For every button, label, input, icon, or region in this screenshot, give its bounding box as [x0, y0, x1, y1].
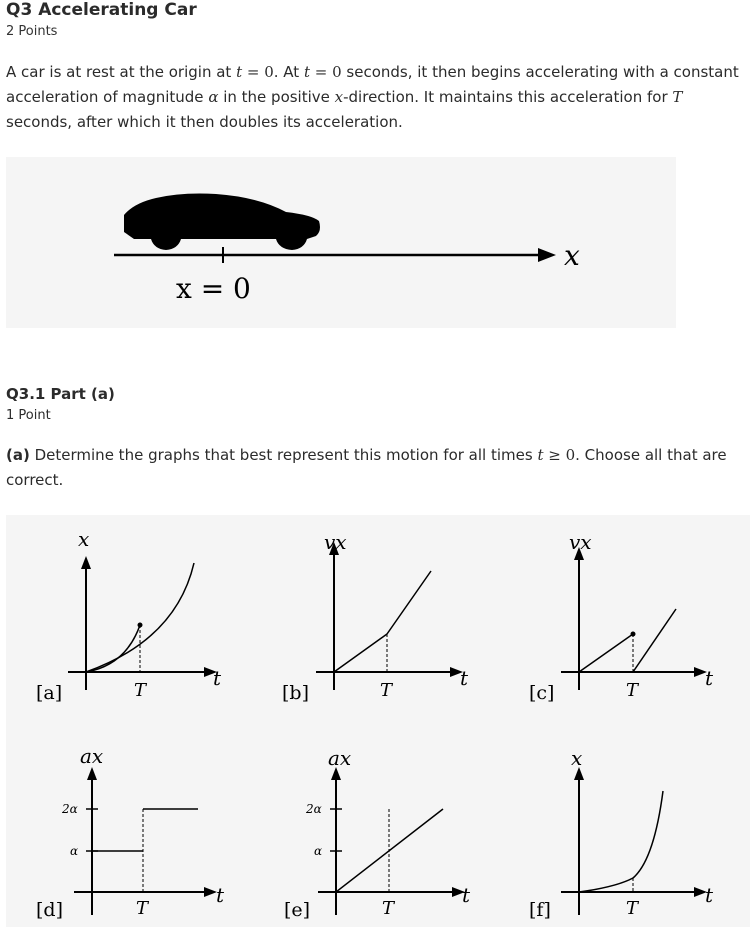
graph-a-y-label: x [78, 527, 90, 551]
graph-f-option-label: [f] [529, 899, 551, 921]
graph-e [284, 746, 471, 921]
arrow-up-icon [87, 767, 97, 780]
question-title: Q3 Accelerating Car [6, 0, 197, 20]
question-points: 2 Points [6, 24, 58, 39]
graph-a-T-label: T [134, 680, 147, 701]
graph-e-T-label: T [382, 898, 395, 919]
x-axis-arrow-icon [538, 248, 556, 262]
graph-a [36, 527, 222, 704]
graph-f [529, 746, 714, 921]
graph-d [36, 744, 225, 921]
graph-b-t-label: t [460, 666, 469, 690]
graph-d-tick-a: α [70, 844, 79, 858]
graph-c-t-label: t [705, 666, 714, 690]
graph-f-T-label: T [626, 898, 639, 919]
origin-label: x = 0 [176, 272, 251, 305]
graph-c [529, 530, 714, 704]
graph-e-t-label: t [462, 883, 471, 907]
graph-c-option-label: [c] [529, 682, 555, 704]
graph-f-y-label: x [571, 746, 583, 770]
graph-d-T-label: T [136, 898, 149, 919]
part-points: 1 Point [6, 408, 51, 423]
graph-options [6, 515, 750, 927]
graph-e-tick-a: α [314, 844, 323, 858]
graph-b-T-label: T [380, 680, 393, 701]
part-text: (a) Determine the graphs that best represent this motion for all times t ≥ 0. Choose all that are correct. [6, 446, 727, 489]
car-silhouette-icon [124, 194, 320, 251]
graph-d-y-label: ax [80, 744, 104, 768]
graph-e-option-label: [e] [284, 899, 311, 921]
arrow-up-icon [81, 556, 91, 569]
graph-d-t-label: t [216, 883, 225, 907]
x-axis-label: x [564, 239, 580, 272]
graph-f-t-label: t [705, 883, 714, 907]
car-figure [6, 157, 676, 328]
graph-c-T-label: T [626, 680, 639, 701]
graph-b-y-label: vx [324, 530, 347, 554]
graph-c-y-label: vx [569, 530, 592, 554]
graph-d-tick-2a: 2α [62, 802, 78, 816]
part-title: Q3.1 Part (a) [6, 385, 115, 403]
graph-a-option-label: [a] [36, 682, 63, 704]
graph-d-option-label: [d] [36, 899, 63, 921]
graph-b-option-label: [b] [282, 682, 309, 704]
question-text: A car is at rest at the origin at t = 0. At t = 0 seconds, it then begins accelerating with a constant acceleration of magnitude α in the positive x-direction. It maintains this acceleration for T seconds, after which it then doubles its acceleration. [6, 63, 739, 131]
graph-b [282, 530, 469, 704]
graph-e-tick-2a: 2α [306, 802, 322, 816]
graph-a-t-label: t [213, 666, 222, 690]
graph-e-y-label: ax [328, 746, 352, 770]
